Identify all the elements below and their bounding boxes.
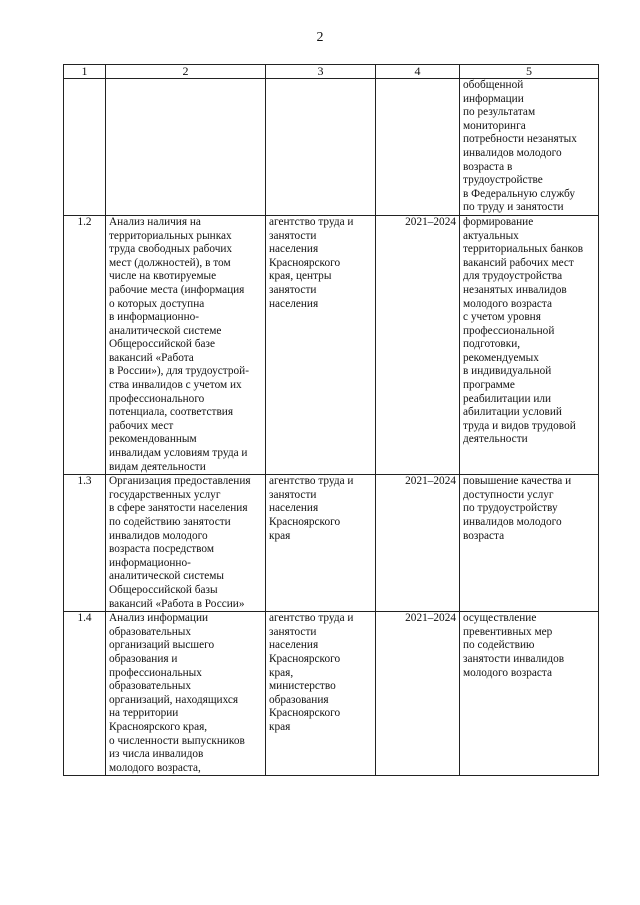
activity-cell-line: рабочих мест [109, 419, 174, 432]
table-row [64, 475, 599, 612]
result-cell-line: инвалидов молодого [463, 516, 562, 528]
result-cell-line: программе [463, 379, 515, 392]
column-header: 5 [460, 65, 599, 79]
result-cell-line: территориальных банков [463, 243, 584, 256]
activity-cell-line: о которых доступна [109, 297, 205, 310]
executor-cell-line: края [269, 529, 291, 542]
result-cell [460, 612, 599, 776]
executor-cell-line: агентство труда и [269, 215, 354, 228]
executor-cell-line: края, [269, 666, 294, 679]
item-number-cell: 1.3 [64, 475, 106, 612]
measures-table [63, 64, 599, 776]
executor-cell-line: Красноярского [269, 516, 341, 528]
result-cell-line: для трудоустройства [463, 270, 563, 283]
period-cell: 2021–2024 [376, 612, 460, 776]
executor-cell-line: образования [269, 693, 329, 706]
result-cell-line: информации [463, 92, 524, 105]
executor-cell [266, 612, 376, 776]
activity-cell-line: вакансий «Работа в России» [109, 597, 245, 610]
activity-cell-line: рабочие места (информация [109, 283, 245, 296]
item-number-cell: 1.2 [64, 215, 106, 474]
activity-cell-line: образовательных [109, 625, 192, 638]
result-cell-line: формирование [463, 215, 534, 228]
result-cell-line: доступности услуг [463, 488, 554, 501]
result-cell-line: профессиональной [463, 324, 555, 337]
result-cell-line: деятельности [463, 433, 528, 446]
executor-cell-line: агентство труда и [269, 612, 354, 625]
result-cell [460, 215, 599, 474]
activity-cell-line: в сфере занятости населения [109, 502, 248, 515]
result-cell-line: труда и видов трудовой [463, 419, 576, 432]
activity-cell-line: Общероссийской базы [109, 583, 218, 596]
table-row [64, 215, 599, 474]
activity-cell-line: труда свободных рабочих [109, 243, 233, 256]
activity-cell-line: в информационно- [109, 311, 200, 324]
result-cell-line: молодого возраста [463, 666, 552, 679]
result-cell-line: мониторинга [463, 119, 526, 132]
executor-cell-line: населения [269, 243, 319, 256]
result-cell-line: актуальных [463, 229, 519, 242]
table-row [64, 79, 599, 216]
column-header: 2 [106, 65, 266, 79]
column-header: 4 [376, 65, 460, 79]
result-cell-line: реабилитации или [463, 392, 552, 405]
activity-cell-line: инвалидов молодого [109, 529, 208, 542]
result-cell-line: по результатам [463, 106, 536, 119]
result-cell-line: по труду и занятости [463, 201, 564, 214]
column-header: 3 [266, 65, 376, 79]
executor-cell-line: края [269, 720, 291, 733]
activity-cell-line: государственных услуг [109, 488, 221, 501]
result-cell-line: рекомендуемых [463, 351, 539, 364]
activity-cell-line: образования и [109, 652, 178, 665]
column-header: 1 [64, 65, 106, 79]
result-cell [460, 79, 599, 216]
executor-cell [266, 475, 376, 612]
result-cell-line: возраста [463, 529, 505, 542]
result-cell-line: повышение качества и [463, 475, 572, 488]
activity-cell [106, 215, 266, 474]
executor-cell-line: министерство [269, 680, 336, 693]
executor-cell-line: населения [269, 502, 319, 515]
activity-cell-line: Красноярского края, [109, 720, 208, 733]
result-cell-line: вакансий рабочих мест [463, 256, 574, 269]
activity-cell-line: о численности выпускников [109, 734, 245, 747]
result-cell-line: занятости инвалидов [463, 652, 565, 665]
executor-cell-line: Красноярского [269, 707, 341, 720]
result-cell-line: по содействию [463, 639, 535, 652]
table-header-row [64, 65, 599, 79]
activity-cell-line: потенциала, соответствия [109, 406, 234, 419]
activity-cell-line: профессиональных [109, 666, 202, 679]
activity-cell-line: профессионального [109, 392, 205, 405]
result-cell-line: молодого возраста [463, 297, 552, 310]
activity-cell-line: вакансий «Работа [109, 351, 194, 364]
activity-cell-line: ства инвалидов с учетом их [109, 379, 242, 392]
activity-cell-line: по содействию занятости [109, 516, 231, 528]
executor-cell-line: Красноярского [269, 652, 341, 665]
period-cell: 2021–2024 [376, 475, 460, 612]
table-row [64, 612, 599, 776]
result-cell-line: потребности незанятых [463, 133, 577, 146]
activity-cell [106, 475, 266, 612]
period-cell [376, 79, 460, 216]
result-cell-line: осуществление [463, 612, 537, 625]
activity-cell-line: Организация предоставления [109, 475, 251, 488]
activity-cell-line: видам деятельности [109, 460, 206, 473]
result-cell-line: подготовки, [463, 338, 521, 351]
activity-cell-line: аналитической системы [109, 570, 225, 583]
activity-cell-line: рекомендованным [109, 433, 197, 446]
activity-cell-line: из числа инвалидов [109, 748, 204, 761]
activity-cell-line: в России»), для трудоустрой- [109, 365, 249, 378]
activity-cell-line: аналитической системе [109, 324, 222, 337]
executor-cell [266, 215, 376, 474]
activity-cell-line: организаций, находящихся [109, 693, 239, 706]
result-cell-line: с учетом уровня [463, 311, 541, 324]
period-cell: 2021–2024 [376, 215, 460, 474]
result-cell [460, 475, 599, 612]
activity-cell-line: возраста посредством [109, 543, 214, 556]
executor-cell-line: населения [269, 297, 319, 310]
executor-cell-line: населения [269, 639, 319, 652]
executor-cell-line: Красноярского [269, 256, 341, 269]
result-cell-line: абилитации условий [463, 406, 562, 419]
activity-cell-line: молодого возраста, [109, 761, 201, 774]
executor-cell-line: занятости [269, 283, 317, 296]
executor-cell-line: занятости [269, 488, 317, 501]
activity-cell-line: информационно- [109, 556, 191, 569]
activity-cell-line: образовательных [109, 680, 192, 693]
executor-cell [266, 79, 376, 216]
item-number-cell: 1.4 [64, 612, 106, 776]
activity-cell-line: инвалидам условиям труда и [109, 447, 248, 460]
result-cell-line: превентивных мер [463, 625, 553, 638]
activity-cell-line: Анализ информации [109, 612, 209, 625]
result-cell-line: трудоустройстве [463, 174, 543, 187]
page-number: 2 [316, 30, 324, 45]
result-cell-line: незанятых инвалидов [463, 283, 567, 296]
result-cell-line: в Федеральную службу [463, 187, 575, 200]
activity-cell [106, 612, 266, 776]
executor-cell-line: агентство труда и [269, 475, 354, 488]
result-cell-line: обобщенной [463, 79, 524, 91]
result-cell-line: инвалидов молодого [463, 146, 562, 159]
activity-cell-line: территориальных рынках [109, 229, 232, 242]
activity-cell-line: мест (должностей), в том [109, 256, 231, 269]
executor-cell-line: края, центры [269, 270, 332, 283]
executor-cell-line: занятости [269, 229, 317, 242]
result-cell-line: возраста в [463, 160, 513, 173]
activity-cell-line: на территории [109, 707, 179, 720]
activity-cell [106, 79, 266, 216]
result-cell-line: в индивидуальной [463, 365, 552, 378]
activity-cell-line: Общероссийской базе [109, 338, 216, 351]
executor-cell-line: занятости [269, 625, 317, 638]
activity-cell-line: Анализ наличия на [109, 215, 201, 228]
result-cell-line: по трудоустройству [463, 502, 558, 515]
activity-cell-line: числе на квотируемые [109, 270, 217, 283]
item-number-cell [64, 79, 106, 216]
activity-cell-line: организаций высшего [109, 639, 215, 652]
